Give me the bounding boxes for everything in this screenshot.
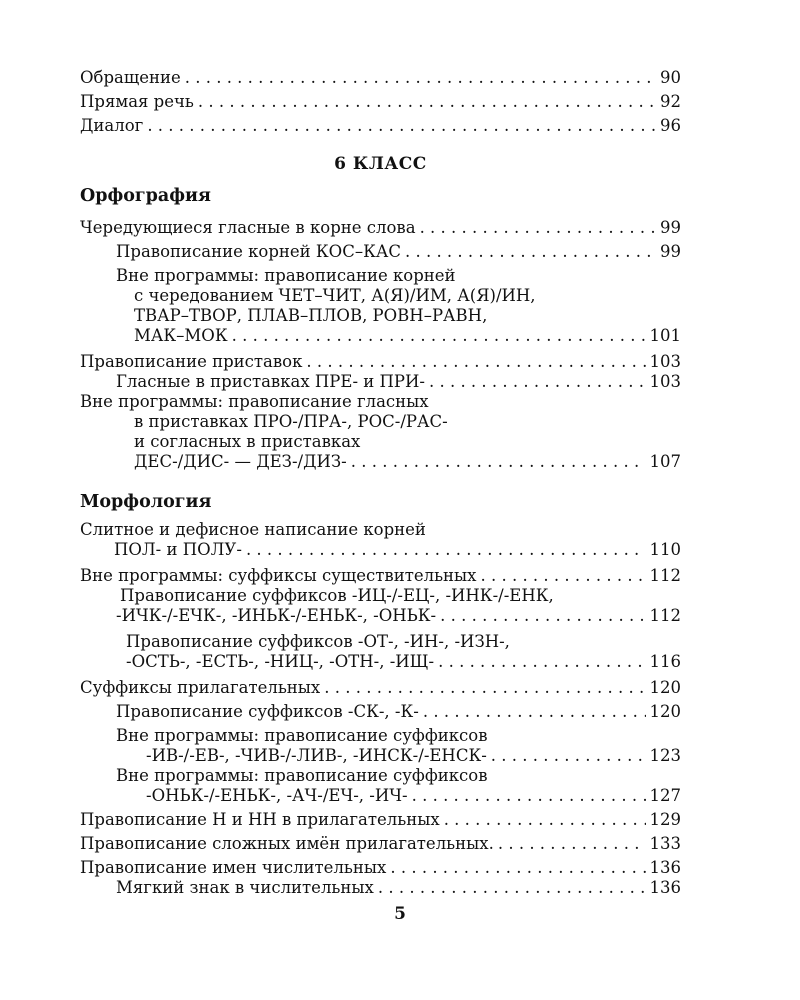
table-of-contents bbox=[80, 68, 681, 898]
entry-label: Правописание сложных имён прилагательных. bbox=[80, 834, 494, 853]
entry-page: 136 bbox=[649, 878, 681, 897]
leader-dots bbox=[351, 452, 646, 472]
entry-page: 116 bbox=[649, 652, 681, 671]
entry-line: и согласных в приставках bbox=[134, 432, 361, 451]
toc-entry-dialog bbox=[80, 116, 681, 136]
toc-entry bbox=[80, 540, 681, 560]
entry-page: 110 bbox=[649, 540, 681, 559]
leader-dots bbox=[444, 810, 646, 830]
leader-dots bbox=[390, 858, 645, 878]
entry-page: 96 bbox=[660, 116, 681, 135]
entry-line: в приставках ПРО-/ПРА-, РОС-/РАС- bbox=[134, 412, 448, 431]
section-heading-morphology: Морфология bbox=[80, 492, 212, 512]
toc-entry bbox=[80, 678, 681, 698]
entry-page: 127 bbox=[649, 786, 681, 805]
leader-dots bbox=[147, 116, 656, 136]
toc-entry bbox=[80, 746, 681, 766]
toc-entry bbox=[80, 878, 681, 898]
toc-entry bbox=[80, 452, 681, 472]
entry-label: ПОЛ- и ПОЛУ- bbox=[114, 540, 242, 559]
toc-entry-pryamaya-rech bbox=[80, 92, 681, 112]
entry-page: 101 bbox=[649, 326, 681, 345]
entry-label: Прямая речь bbox=[80, 92, 194, 111]
leader-dots bbox=[198, 92, 656, 112]
entry-line: Вне программы: правописание гласных bbox=[80, 392, 429, 411]
leader-dots bbox=[420, 218, 656, 238]
leader-dots bbox=[440, 606, 645, 626]
entry-label: Правописание Н и НН в прилагательных bbox=[80, 810, 440, 829]
entry-page: 103 bbox=[649, 372, 681, 391]
entry-label: Чередующиеся гласные в корне слова bbox=[80, 218, 416, 237]
toc-entry bbox=[80, 858, 681, 878]
section-heading-orthography: Орфография bbox=[80, 186, 211, 206]
entry-page: 103 bbox=[649, 352, 681, 371]
toc-entry bbox=[80, 786, 681, 806]
toc-entry bbox=[80, 606, 681, 626]
entry-page: 107 bbox=[649, 452, 681, 471]
toc-entry bbox=[80, 566, 681, 586]
leader-dots bbox=[405, 242, 656, 262]
leader-dots bbox=[324, 678, 645, 698]
entry-line: Правописание суффиксов -ИЦ-/-ЕЦ-, -ИНК-/-ЕНК, bbox=[120, 586, 554, 605]
entry-page: 92 bbox=[660, 92, 681, 111]
entry-page: 129 bbox=[649, 810, 681, 829]
entry-label: -ОНЬК-/-ЕНЬК-, -АЧ-/ЕЧ-, -ИЧ- bbox=[146, 786, 408, 805]
entry-line: Вне программы: правописание корней bbox=[116, 266, 456, 285]
entry-label: Диалог bbox=[80, 116, 144, 135]
entry-page: 90 bbox=[660, 68, 681, 87]
entry-page: 133 bbox=[649, 834, 681, 853]
entry-label: ДЕС-/ДИС- — ДЕЗ-/ДИЗ- bbox=[134, 452, 347, 471]
entry-label: МАК–МОК bbox=[134, 326, 228, 345]
leader-dots bbox=[438, 652, 645, 672]
entry-line: Правописание суффиксов -ОТ-, -ИН-, -ИЗН-, bbox=[126, 632, 510, 651]
entry-line: Вне программы: правописание суффиксов bbox=[116, 766, 488, 785]
entry-page: 136 bbox=[649, 858, 681, 877]
entry-label: -ИЧК-/-ЕЧК-, -ИНЬК-/-ЕНЬК-, -ОНЬК- bbox=[116, 606, 437, 625]
toc-entry bbox=[80, 242, 681, 262]
entry-label: Обращение bbox=[80, 68, 181, 87]
entry-label: Гласные в приставках ПРЕ- и ПРИ- bbox=[116, 372, 425, 391]
toc-entry bbox=[80, 810, 681, 830]
leader-dots bbox=[232, 326, 646, 346]
leader-dots bbox=[306, 352, 645, 372]
leader-dots bbox=[491, 746, 646, 766]
entry-label: Вне программы: суффиксы существительных bbox=[80, 566, 477, 585]
entry-page: 99 bbox=[660, 242, 681, 261]
leader-dots bbox=[412, 786, 646, 806]
leader-dots bbox=[480, 566, 645, 586]
toc-entry-obrashchenie bbox=[80, 68, 681, 88]
toc-entry bbox=[80, 372, 681, 392]
toc-entry bbox=[80, 834, 681, 854]
leader-dots bbox=[498, 834, 646, 854]
entry-label: Правописание суффиксов -СК-, -К- bbox=[116, 702, 419, 721]
entry-line: Вне программы: правописание суффиксов bbox=[116, 726, 488, 745]
entry-page: 120 bbox=[649, 678, 681, 697]
entry-label: Правописание приставок bbox=[80, 352, 303, 371]
toc-entry bbox=[80, 218, 681, 238]
leader-dots bbox=[378, 878, 646, 898]
entry-page: 120 bbox=[649, 702, 681, 721]
page-number: 5 bbox=[394, 904, 406, 924]
toc-entry bbox=[80, 652, 681, 672]
entry-page: 99 bbox=[660, 218, 681, 237]
toc-entry bbox=[80, 702, 681, 722]
class-heading: 6 КЛАСС bbox=[334, 154, 427, 174]
leader-dots bbox=[246, 540, 646, 560]
entry-label: -ОСТЬ-, -ЕСТЬ-, -НИЦ-, -ОТН-, -ИЩ- bbox=[126, 652, 435, 671]
entry-line: Слитное и дефисное написание корней bbox=[80, 520, 426, 539]
leader-dots bbox=[185, 68, 656, 88]
entry-label: -ИВ-/-ЕВ-, -ЧИВ-/-ЛИВ-, -ИНСК-/-ЕНСК- bbox=[146, 746, 487, 765]
entry-label: Мягкий знак в числительных bbox=[116, 878, 374, 897]
entry-line: с чередованием ЧЕТ–ЧИТ, А(Я)/ИМ, А(Я)/ИН, bbox=[134, 286, 536, 305]
entry-page: 112 bbox=[649, 566, 681, 585]
entry-label: Правописание имен числительных bbox=[80, 858, 387, 877]
entry-label: Правописание корней КОС–КАС bbox=[116, 242, 401, 261]
entry-label: Суффиксы прилагательных bbox=[80, 678, 321, 697]
entry-page: 112 bbox=[649, 606, 681, 625]
leader-dots bbox=[429, 372, 646, 392]
entry-line: ТВАР–ТВОР, ПЛАВ–ПЛОВ, РОВН–РАВН, bbox=[134, 306, 488, 325]
toc-entry bbox=[80, 326, 681, 346]
leader-dots bbox=[423, 702, 646, 722]
entry-page: 123 bbox=[649, 746, 681, 765]
toc-entry bbox=[80, 352, 681, 372]
